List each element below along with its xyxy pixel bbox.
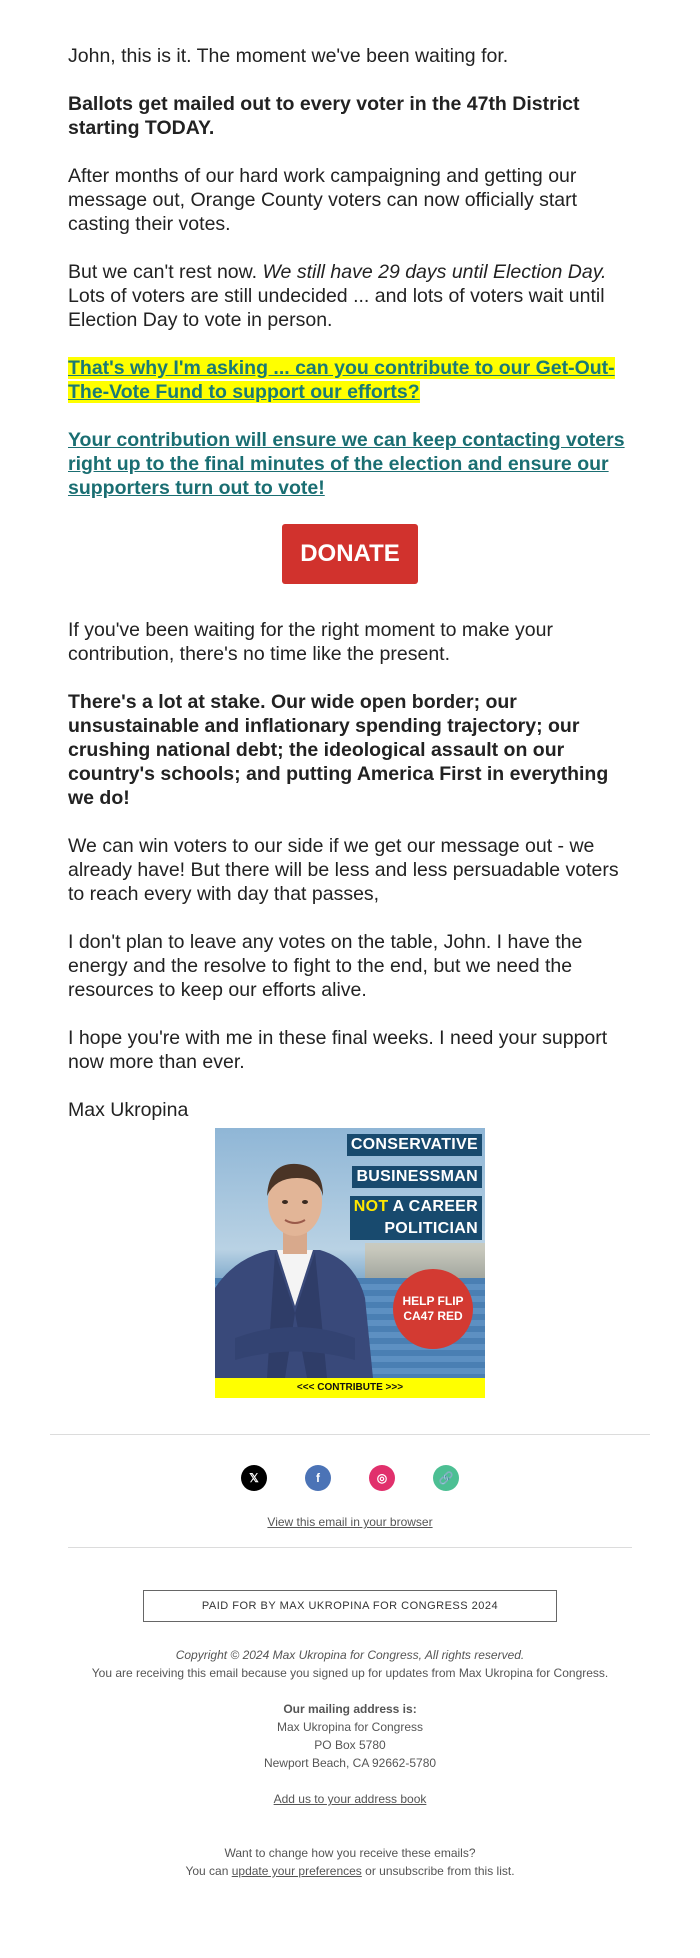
update-preferences-link[interactable]: update your preferences — [231, 1864, 362, 1878]
unsubscribe-text: or unsubscribe from this list. — [361, 1864, 515, 1878]
view-in-browser-row — [0, 1515, 700, 1529]
stakes-paragraph: There's a lot at stake. Our wide open border; our unsustainable and inflationary spending trajectory; our crushing national debt; the ideological assault on our country's schools; and putting America First in everything we do! — [68, 691, 609, 809]
days-text-italic: We still have 29 days until Election Day. — [262, 261, 607, 283]
tag-politician: POLITICIAN — [384, 1220, 478, 1237]
greeting-paragraph: John, this is it. The moment we've been waiting for. — [68, 45, 509, 67]
mailing-address-label: Our mailing address is: — [283, 1702, 417, 1716]
prefs-line — [0, 1862, 700, 1880]
help-flip-badge — [393, 1269, 473, 1349]
address-line-2: PO Box 5780 — [314, 1738, 386, 1752]
donate-button[interactable]: DONATE — [282, 524, 418, 584]
badge-line-1: HELP FLIP — [402, 1294, 464, 1308]
ask-paragraph — [68, 356, 632, 404]
contribution-paragraph — [68, 428, 632, 500]
view-in-browser-link[interactable]: View this email in your browser — [267, 1515, 433, 1529]
footer-divider — [50, 1434, 650, 1435]
add-address-book-link[interactable]: Add us to your address book — [273, 1792, 427, 1806]
tag-not-career — [350, 1196, 482, 1240]
tag-conservative: CONSERVATIVE — [347, 1134, 482, 1156]
copyright-text: Copyright © 2024 Max Ukropina for Congress, All rights reserved. — [175, 1648, 525, 1662]
receiving-text: You are receiving this email because you signed up for updates from Max Ukropina for Congress. — [91, 1666, 609, 1680]
resources-paragraph: I don't plan to leave any votes on the table, John. I have the energy and the resolve to fight to the end, but we need the resources to keep our efforts alive. — [68, 931, 583, 1001]
you-can-text: You can — [185, 1864, 232, 1878]
instagram-icon[interactable]: ◎ — [369, 1465, 395, 1491]
signature: Max Ukropina — [68, 1099, 189, 1121]
tag-businessman: BUSINESSMAN — [352, 1166, 482, 1188]
change-prefs-text: Want to change how you receive these emails? — [224, 1846, 476, 1860]
paid-for-disclaimer: PAID FOR BY MAX UKROPINA FOR CONGRESS 2024 — [143, 1590, 557, 1622]
days-paragraph — [68, 260, 632, 332]
get-out-vote-link[interactable]: That's why I'm asking ... can you contribute to our Get-Out-The-Vote Fund to support our efforts? — [68, 357, 615, 403]
days-text-c: Lots of voters are still undecided ... and lots of voters wait until Election Day to vote in person. — [68, 285, 605, 331]
contribution-link[interactable]: Your contribution will ensure we can keep contacting voters right up to the final minutes of the election and ensure our supporters turn out to vote! — [68, 429, 625, 499]
win-voters-paragraph: We can win voters to our side if we get our message out - we already have! But there will be less and less persuadable voters to reach every with day that passes, — [68, 835, 619, 905]
badge-line-2: CA47 RED — [403, 1309, 463, 1323]
candidate-photo — [215, 1138, 375, 1378]
social-links — [0, 1465, 700, 1491]
footer-divider-2 — [68, 1547, 632, 1548]
days-text-a: But we can't rest now. — [68, 261, 263, 283]
ballots-paragraph: Ballots get mailed out to every voter in the 47th District starting TODAY. — [68, 93, 580, 139]
contribute-banner-image[interactable] — [215, 1128, 485, 1398]
footer-text — [0, 1646, 700, 1880]
support-paragraph: I hope you're with me in these final weeks. I need your support now more than ever. — [68, 1027, 608, 1073]
donate-row — [68, 524, 632, 584]
moment-paragraph: If you've been waiting for the right moment to make your contribution, there's no time like the present. — [68, 619, 553, 665]
contribute-bar: <<< CONTRIBUTE >>> — [215, 1378, 485, 1398]
link-icon[interactable]: 🔗 — [433, 1465, 459, 1491]
address-line-3: Newport Beach, CA 92662-5780 — [263, 1756, 437, 1770]
facebook-icon[interactable]: f — [305, 1465, 331, 1491]
x-icon[interactable]: 𝕏 — [241, 1465, 267, 1491]
address-line-1: Max Ukropina for Congress — [276, 1720, 424, 1734]
tag-career-text: A CAREER — [388, 1198, 478, 1215]
campaign-paragraph: After months of our hard work campaigning and getting our message out, Orange County voters can now officially start casting their votes. — [68, 165, 578, 235]
tag-not-word: NOT — [353, 1198, 389, 1215]
